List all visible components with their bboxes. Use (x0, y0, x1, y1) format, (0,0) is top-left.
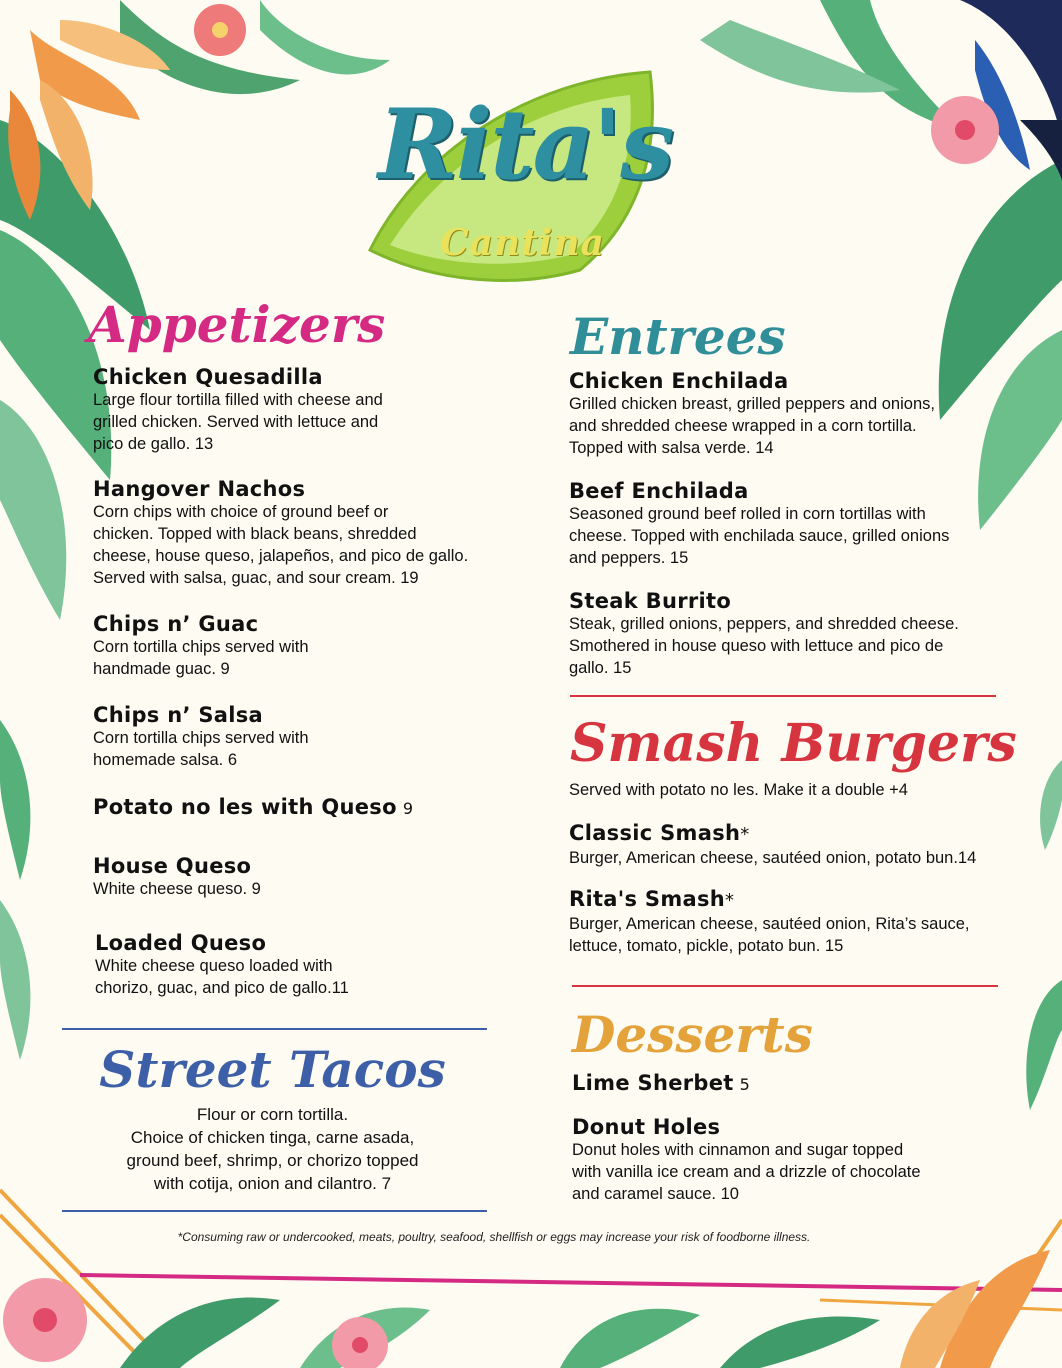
item-name: Beef Enchilada (569, 479, 749, 503)
street-tacos-heading: Street Tacos (99, 1040, 446, 1099)
menu-item (569, 887, 970, 957)
appetizers-heading: Appetizers (88, 295, 386, 354)
desserts-heading: Desserts (572, 1005, 813, 1064)
item-name: Chips n’ Guac (93, 612, 259, 636)
item-name: House Queso (93, 854, 252, 878)
item-description: Steak, grilled onions, peppers, and shredded cheese. Smothered in house queso with lettuce and pico de gallo. 15 (569, 615, 959, 677)
item-name: Chicken Quesadilla (93, 365, 323, 389)
item-description: Donut holes with cinnamon and sugar topped with vanilla ice cream and a drizzle of chocolate and caramel sauce. 10 (572, 1141, 921, 1203)
item-description: Burger, American cheese, sautéed onion, potato bun.14 (569, 849, 977, 867)
item-name: Classic Smash* (569, 821, 750, 845)
item-name: Donut Holes (572, 1115, 721, 1139)
menu-item (93, 365, 383, 455)
menu-item (572, 1115, 921, 1205)
item-description: Corn tortilla chips served with handmade guac. 9 (93, 638, 309, 678)
footnote: *Consuming raw or undercooked, meats, poultry, seafood, shellfish or eggs may increase your risk of foodborne illness. (177, 1230, 811, 1244)
flower-icon (931, 96, 999, 164)
entrees-heading: Entrees (570, 307, 786, 366)
leaf-icon (120, 1298, 880, 1368)
smash-burgers-note: Served with potato no les. Make it a double +4 (569, 781, 908, 799)
item-description: Corn tortilla chips served with homemade salsa. 6 (93, 729, 309, 769)
item-name: Hangover Nachos (93, 477, 306, 501)
menu-item (569, 821, 976, 869)
item-name: Potato no les with Queso 9 (93, 795, 414, 819)
menu-item (93, 477, 468, 589)
item-description: Seasoned ground beef rolled in corn tortillas with cheese. Topped with enchilada sauce, grilled onions and peppers. 15 (569, 505, 950, 567)
leaf-icon (0, 720, 30, 1060)
item-price: 5 (739, 1075, 751, 1094)
divider (62, 1210, 487, 1212)
smash-burgers-heading: Smash Burgers (570, 713, 1017, 774)
menu-item (93, 795, 413, 821)
item-name: Chicken Enchilada (569, 369, 789, 393)
menu-item (93, 854, 261, 900)
item-name: Rita's Smash* (569, 887, 735, 911)
divider (62, 1028, 487, 1030)
item-name: Steak Burrito (569, 589, 732, 613)
item-description: Corn chips with choice of ground beef or chicken. Topped with black beans, shredded cheese, house queso, jalapeños, and pico de gallo. Served with salsa, guac, and sour cream. 19 (93, 503, 469, 587)
item-description: Large flour tortilla filled with cheese and grilled chicken. Served with lettuce and pico de gallo. 13 (93, 391, 383, 453)
item-description: White cheese queso. 9 (93, 880, 261, 898)
item-description: Grilled chicken breast, grilled peppers and onions, and shredded cheese wrapped in a corn tortilla. Topped with salsa verde. 14 (569, 395, 935, 457)
item-name: Chips n’ Salsa (93, 703, 264, 727)
item-name: Loaded Queso (95, 931, 267, 955)
menu-item (569, 479, 949, 569)
item-description: White cheese queso loaded with chorizo, guac, and pico de gallo.11 (95, 957, 349, 997)
menu-item (93, 612, 309, 680)
menu-item (93, 703, 309, 771)
item-price: 9 (402, 799, 414, 818)
menu-item (572, 1071, 750, 1097)
item-description: Burger, American cheese, sautéed onion, Rita’s sauce, lettuce, tomato, pickle, potato bun. 15 (569, 915, 970, 955)
menu-item (569, 369, 935, 459)
menu-item (95, 931, 349, 999)
menu-item (569, 589, 959, 679)
leaf-icon (1026, 760, 1062, 1110)
item-name: Lime Sherbet 5 (572, 1071, 751, 1095)
street-tacos-description: Flour or corn tortilla. Choice of chicken tinga, carne asada, ground beef, shrimp, or chorizo topped with cotija, onion and cilantro. 7 (126, 1105, 419, 1193)
divider (570, 695, 996, 697)
logo-title: Rita's (378, 88, 673, 201)
logo-subtitle: Cantina (440, 222, 605, 264)
divider (572, 985, 998, 987)
